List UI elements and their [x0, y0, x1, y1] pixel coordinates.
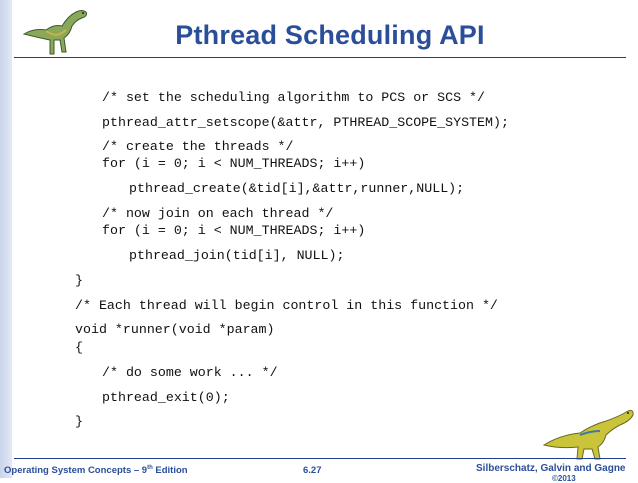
code-line: for (i = 0; i < NUM_THREADS; i++) [102, 156, 366, 171]
code-line: pthread_create(&tid[i],&attr,runner,NULL); [129, 181, 465, 196]
footer-divider [14, 458, 626, 459]
code-line: void *runner(void *param) [75, 322, 275, 337]
page-number: 6.27 [303, 465, 322, 476]
code-line: for (i = 0; i < NUM_THREADS; i++) [102, 223, 366, 238]
slide-title: Pthread Scheduling API [175, 20, 485, 50]
code-line: /* Each thread will begin control in this function */ [75, 298, 498, 313]
footer-copyright: ©2013 [552, 474, 576, 483]
dinosaur-illustration-icon [540, 405, 636, 461]
dinosaur-logo-icon [20, 4, 100, 60]
title-divider [14, 57, 626, 58]
code-line: pthread_exit(0); [102, 390, 230, 405]
footer-book-prefix: Operating System Concepts – 9 [4, 465, 148, 477]
code-line: } [75, 273, 83, 288]
code-line: } [75, 414, 83, 429]
footer-authors: Silberschatz, Galvin and Gagne [476, 463, 626, 474]
left-accent-bar [0, 0, 12, 478]
code-line: { [75, 340, 83, 355]
code-line: /* do some work ... */ [102, 365, 278, 380]
footer-book-suffix: Edition [152, 465, 188, 477]
code-line: pthread_join(tid[i], NULL); [129, 248, 345, 263]
code-line: pthread_attr_setscope(&attr, PTHREAD_SCOPE_SYSTEM); [102, 115, 509, 130]
code-line: /* now join on each thread */ [102, 206, 334, 221]
footer-book-sup: th [147, 465, 153, 471]
footer-book-title [4, 465, 188, 476]
code-line: /* create the threads */ [102, 139, 294, 154]
code-line: /* set the scheduling algorithm to PCS or SCS */ [102, 90, 486, 105]
